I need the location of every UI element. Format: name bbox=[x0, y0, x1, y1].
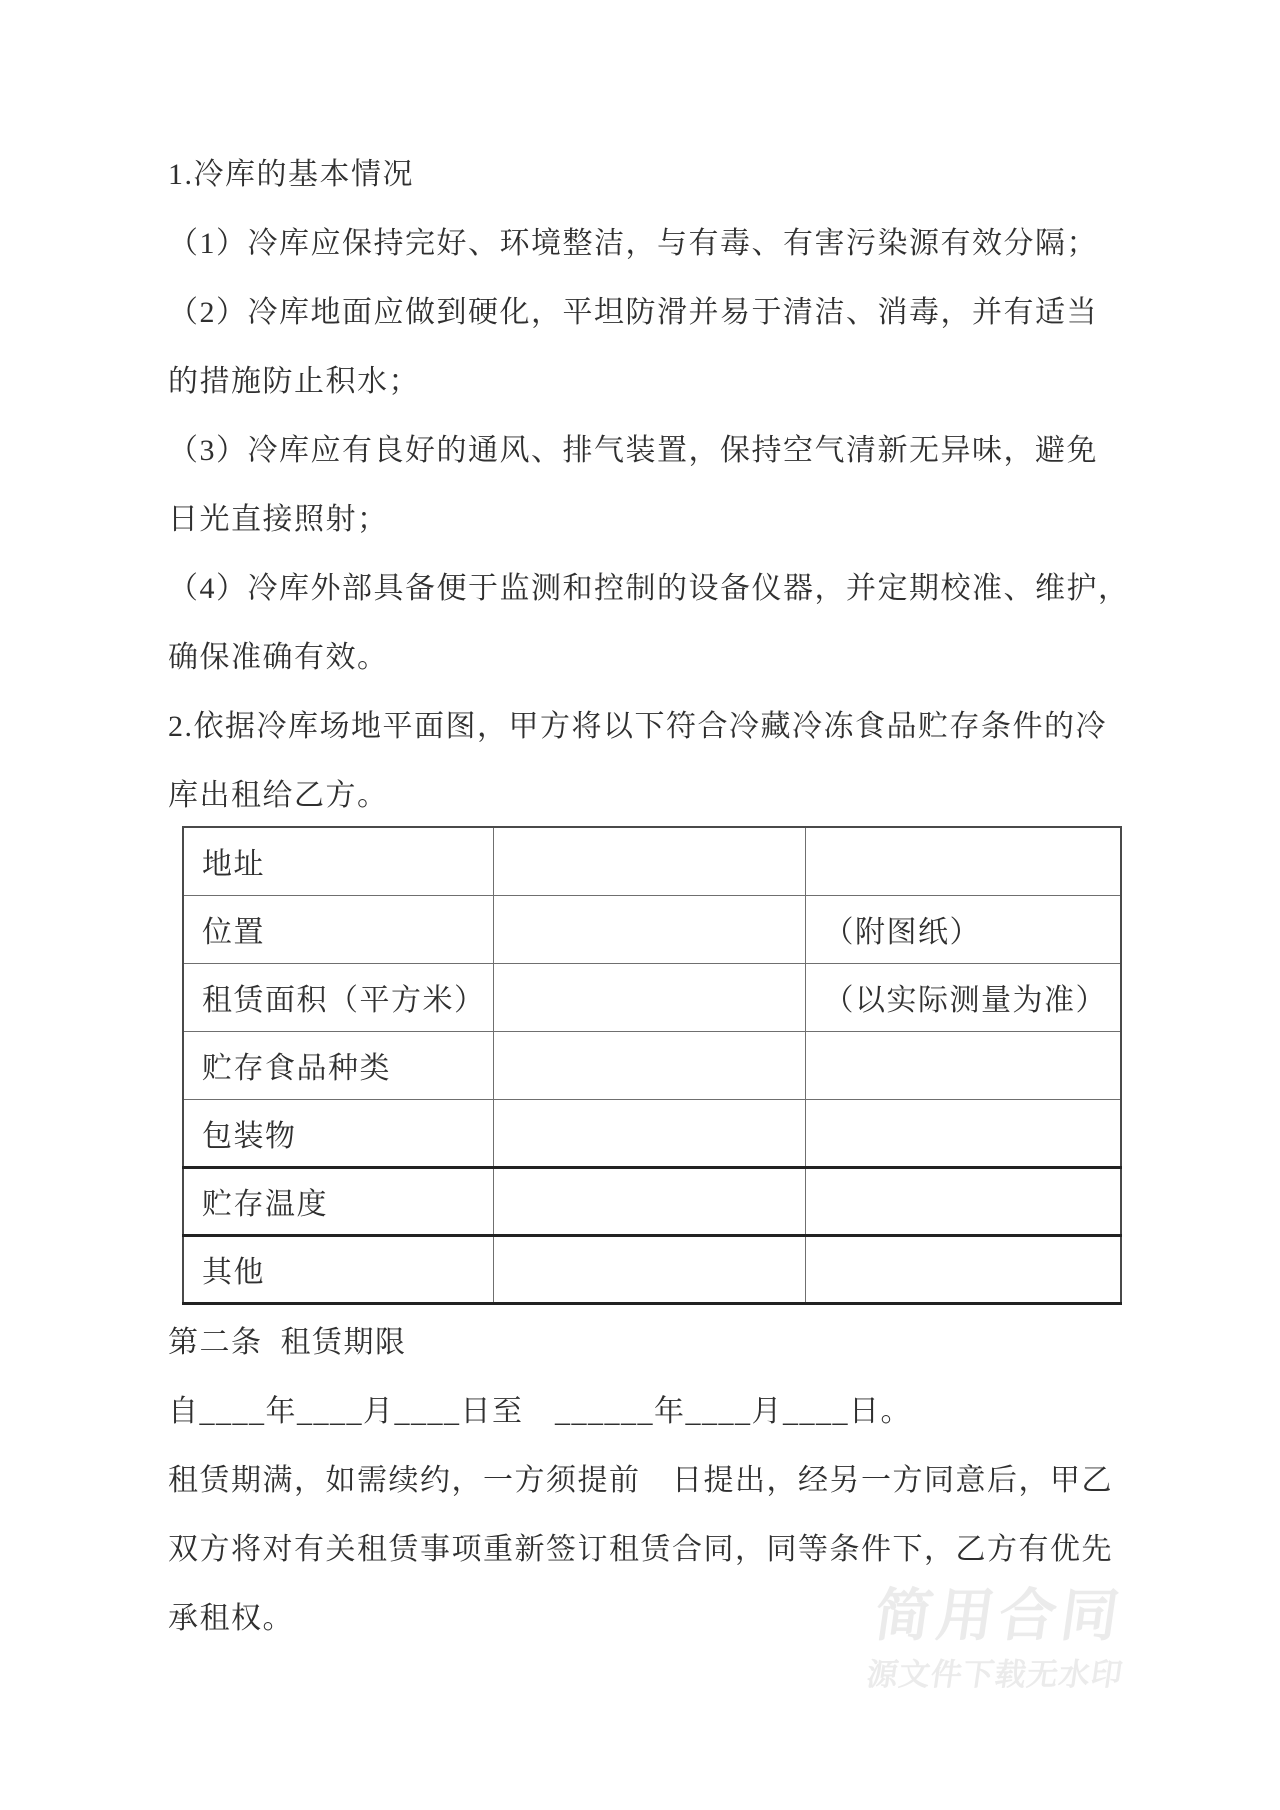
row-value-blank bbox=[493, 827, 805, 895]
table-row-storage-temp bbox=[183, 1167, 1121, 1235]
table-row-packaging bbox=[183, 1099, 1121, 1167]
watermark-title: 简用合同 bbox=[870, 1584, 1128, 1648]
clause1-item4-line2: 确保准确有效。 bbox=[168, 640, 389, 674]
row-label: 租赁面积（平方米） bbox=[183, 963, 493, 1031]
row-note bbox=[805, 1031, 1121, 1099]
row-note bbox=[805, 827, 1121, 895]
article2-renewal-line1: 租赁期满，如需续约，一方须提前 日提出，经另一方同意后，甲乙 bbox=[168, 1464, 1113, 1497]
clause1-item1: （1）冷库应保持完好、环境整洁，与有毒、有害污染源有效分隔； bbox=[168, 226, 1098, 260]
row-note: （以实际测量为准） bbox=[805, 963, 1121, 1031]
table-row-other bbox=[183, 1235, 1121, 1303]
clause1-item4-line1: （4）冷库外部具备便于监测和控制的设备仪器，并定期校准、维护， bbox=[168, 571, 1130, 605]
row-value-blank bbox=[493, 1031, 805, 1099]
row-label: 地址 bbox=[183, 827, 493, 895]
clause1-item2-line2: 的措施防止积水； bbox=[168, 364, 420, 398]
row-label: 其他 bbox=[183, 1235, 493, 1303]
article2-renewal-line3: 承租权。 bbox=[168, 1602, 294, 1635]
clause1-item2-line1: （2）冷库地面应做到硬化，平坦防滑并易于清洁、消毒，并有适当 bbox=[168, 295, 1098, 329]
table-row-area bbox=[183, 963, 1121, 1031]
row-label: 包装物 bbox=[183, 1099, 493, 1167]
clause1-heading: 1.冷库的基本情况 bbox=[168, 157, 414, 191]
table-row-address bbox=[183, 827, 1121, 895]
row-value-blank bbox=[493, 1099, 805, 1167]
table-row-food-types bbox=[183, 1031, 1121, 1099]
row-note bbox=[805, 1099, 1121, 1167]
table-row-location bbox=[183, 895, 1121, 963]
article2-heading: 第二条 租赁期限 bbox=[168, 1326, 407, 1359]
row-value-blank bbox=[493, 1235, 805, 1303]
row-note bbox=[805, 1235, 1121, 1303]
row-value-blank bbox=[493, 1167, 805, 1235]
clause1-item3-line1: （3）冷库应有良好的通风、排气装置，保持空气清新无异味，避免 bbox=[168, 433, 1098, 467]
row-note bbox=[805, 1167, 1121, 1235]
article2-renewal-line2: 双方将对有关租赁事项重新签订租赁合同，同等条件下，乙方有优先 bbox=[168, 1533, 1113, 1566]
clause1-item3-line2: 日光直接照射； bbox=[168, 502, 389, 536]
row-label: 贮存温度 bbox=[183, 1167, 493, 1235]
watermark-subtitle: 源文件下载无水印 bbox=[864, 1657, 1126, 1692]
clause2-intro-line2: 库出租给乙方。 bbox=[168, 778, 389, 812]
row-label: 贮存食品种类 bbox=[183, 1031, 493, 1099]
row-value-blank bbox=[493, 963, 805, 1031]
storage-info-table bbox=[182, 826, 1122, 1305]
watermark bbox=[864, 1584, 1135, 1692]
row-value-blank bbox=[493, 895, 805, 963]
clause2-intro-line1: 2.依据冷库场地平面图，甲方将以下符合冷藏冷冻食品贮存条件的冷 bbox=[168, 709, 1107, 743]
article2-date-blanks: 自____年____月____日至 ______年____月____日。 bbox=[168, 1395, 912, 1428]
row-note: （附图纸） bbox=[805, 895, 1121, 963]
document-content bbox=[168, 136, 1130, 1650]
row-label: 位置 bbox=[183, 895, 493, 963]
